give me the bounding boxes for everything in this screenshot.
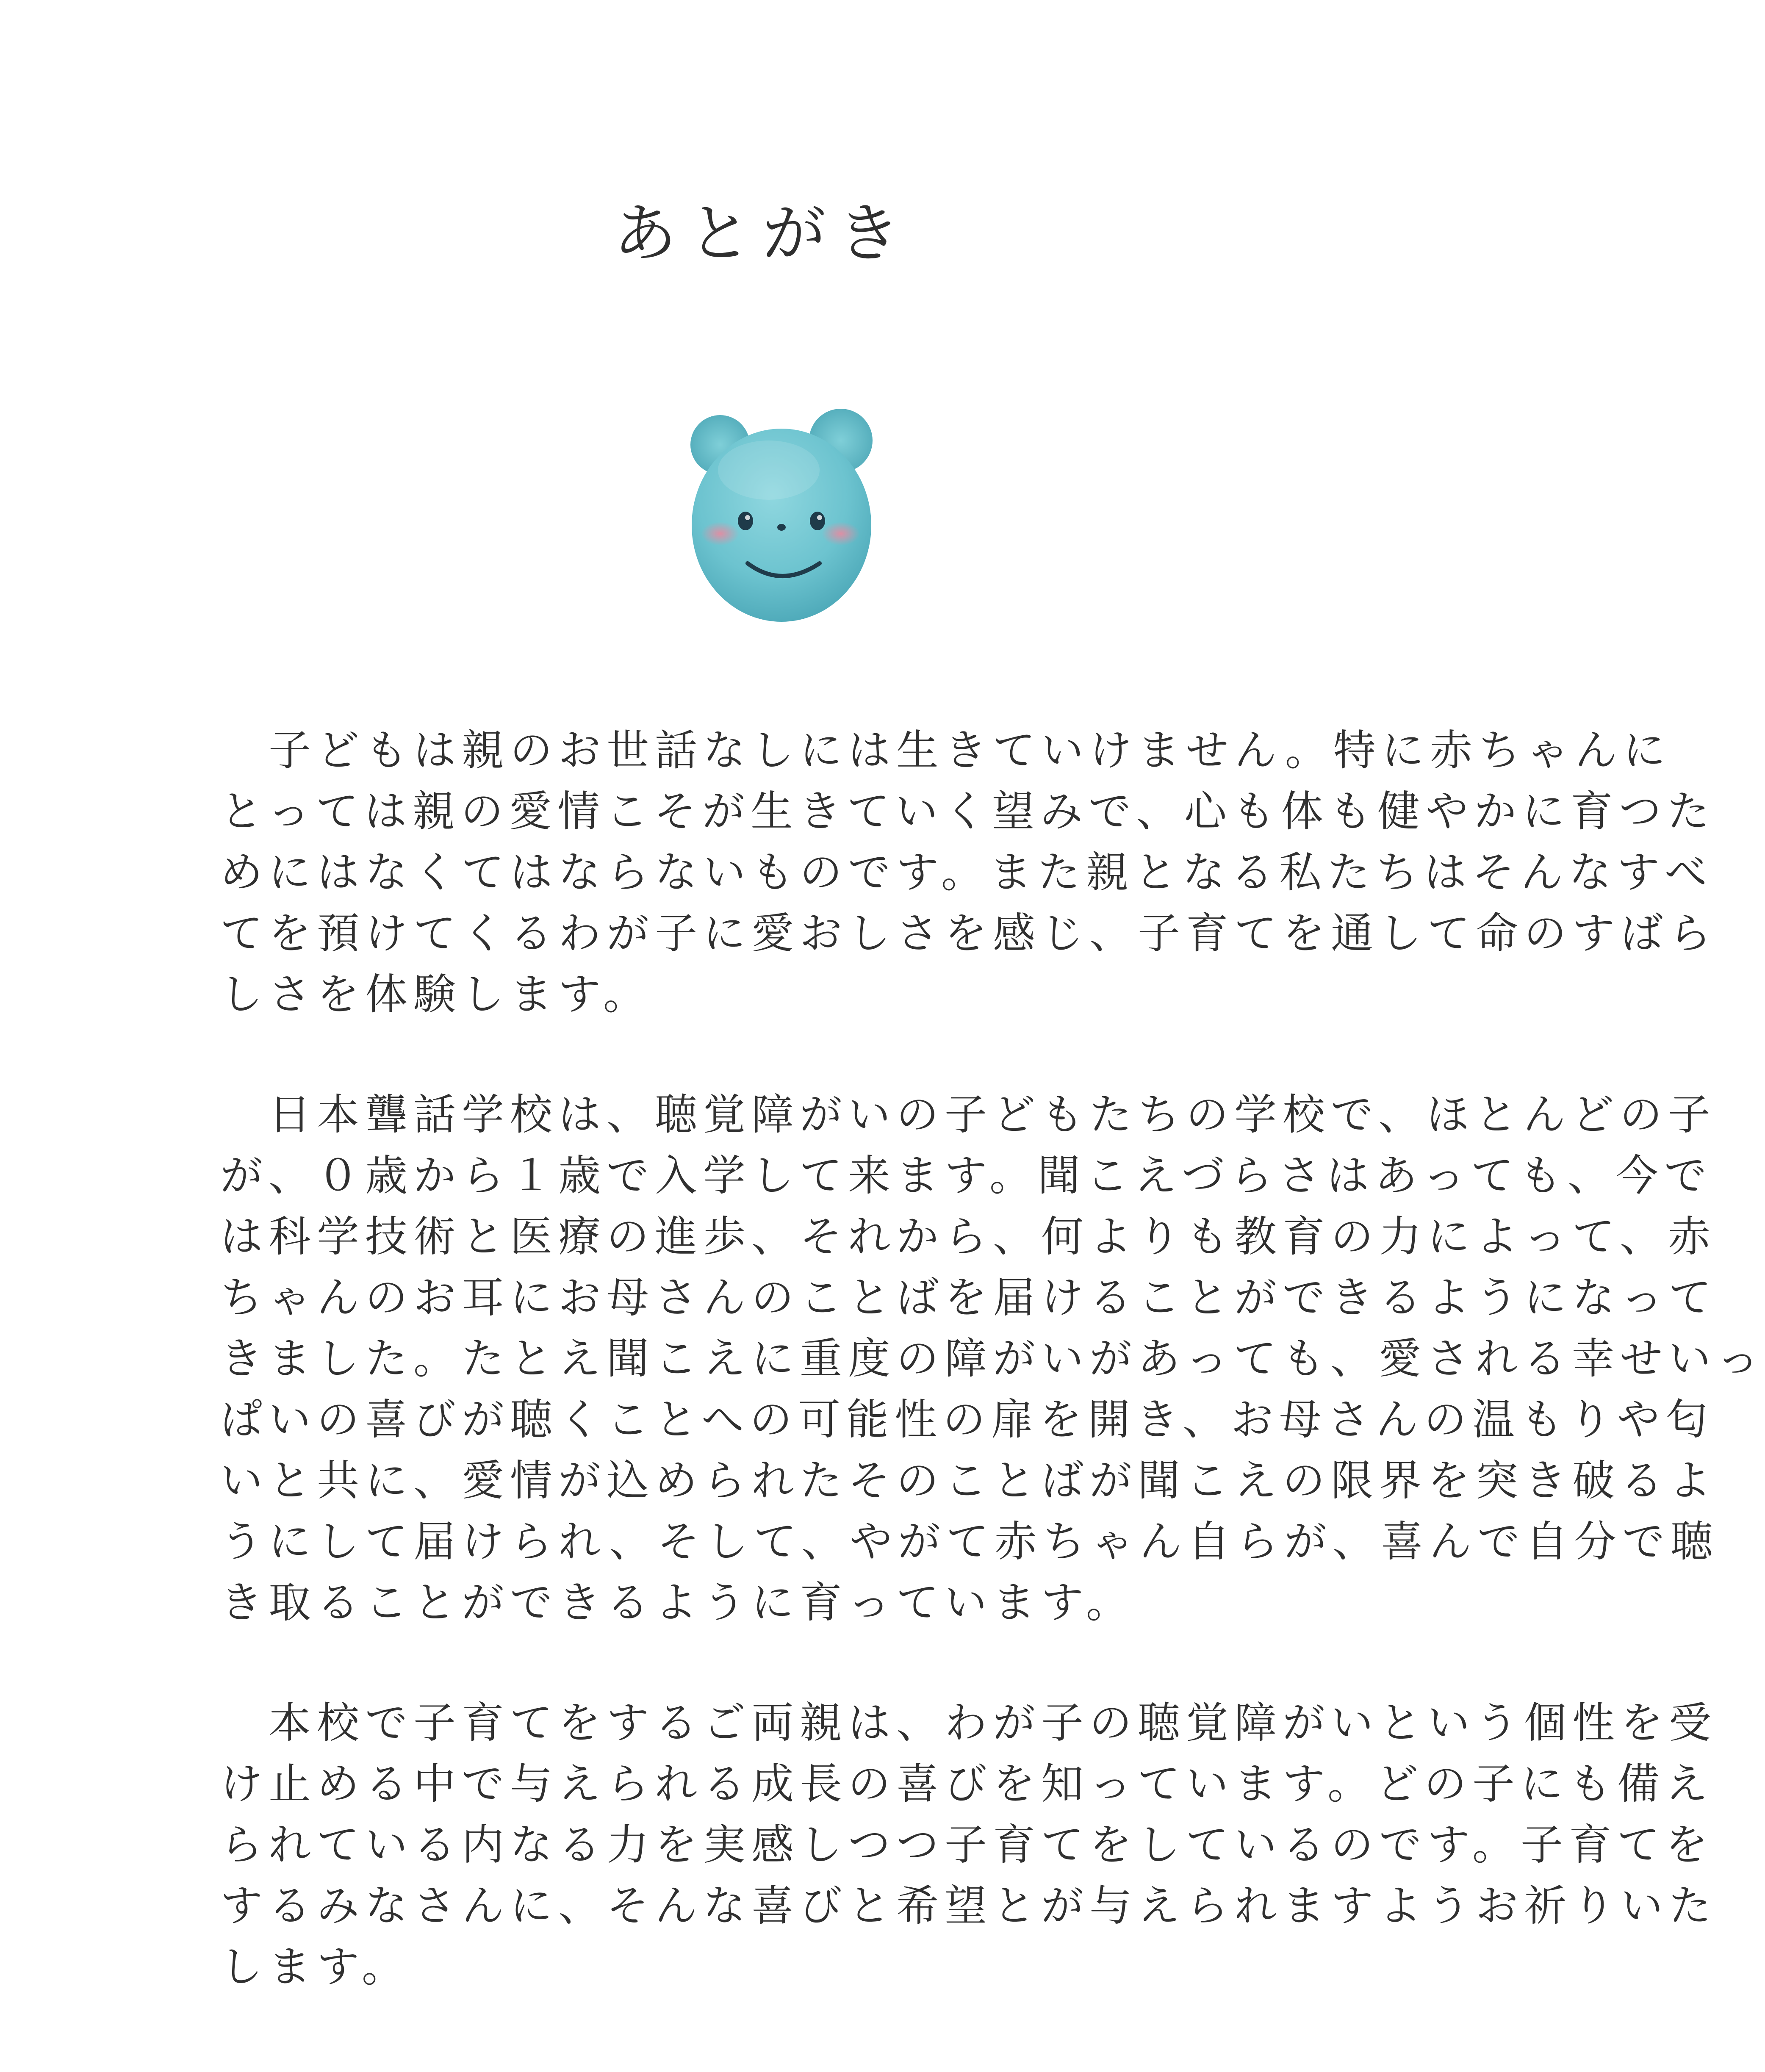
bear-face-icon: [684, 407, 879, 627]
text-line: られている内なる力を実感しつつ子育てをしているのです。子育てを: [220, 1820, 1714, 1870]
body-text: [220, 720, 1765, 2057]
text-line: めにはなくてはならないものです。また親となる私たちはそんなすべ: [220, 848, 1713, 897]
text-line: ちゃんのお耳にお母さんのことばを届けることができるようになって: [220, 1273, 1717, 1322]
text-line: します。: [220, 1942, 410, 1992]
text-line: け止める中で与えられる成長の喜びを知っています。どの子にも備え: [220, 1759, 1714, 1809]
text-line: ぱいの喜びが聴くことへの可能性の扉を開き、お母さんの温もりや匂: [220, 1395, 1714, 1444]
text-line: き取ることができるように育っています。: [220, 1578, 1134, 1627]
text-line: 日本聾話学校は、聴覚障がいの子どもたちの学校で、ほとんどの子: [220, 1090, 1716, 1139]
text-line: きました。たとえ聞こえに重度の障がいがあっても、愛される幸せいっ: [220, 1334, 1765, 1383]
left-eye: [738, 512, 753, 530]
paragraph-2: [220, 1084, 1765, 1633]
right-cheek: [822, 522, 860, 546]
text-line: いと共に、愛情が込められたそのことばが聞こえの限界を突き破るよ: [220, 1456, 1717, 1505]
text-line: てを預けてくるわが子に愛おしさを感じ、子育てを通して命のすばら: [220, 909, 1717, 958]
paragraph-1: [220, 720, 1717, 1025]
text-line: は科学技術と医療の進歩、それから、何よりも教育の力によって、赤: [220, 1212, 1716, 1261]
right-eye: [810, 512, 825, 530]
left-cheek: [701, 522, 739, 546]
page-title: あとがき: [613, 197, 912, 271]
text-line: とっては親の愛情こそが生きていく望みで、心も体も健やかに育つた: [220, 787, 1715, 836]
highlight: [718, 440, 820, 500]
text-line: うにして届けられ、そして、やがて赤ちゃん自らが、喜んで自分で聴: [220, 1517, 1719, 1566]
text-line: 本校で子育てをするご両親は、わが子の聴覚障がいという個性を受: [220, 1698, 1717, 1748]
paragraph-3: [220, 1693, 1717, 1997]
text-line: が、０歳から１歳で入学して来ます。聞こえづらさはあっても、今で: [220, 1151, 1712, 1200]
nose: [777, 524, 786, 531]
text-line: するみなさんに、そんな喜びと希望とが与えられますようお祈りいた: [220, 1881, 1717, 1931]
text-line: しさを体験します。: [220, 970, 651, 1019]
text-line: 子どもは親のお世話なしには生きていけません。特に赤ちゃんに: [220, 726, 1671, 775]
